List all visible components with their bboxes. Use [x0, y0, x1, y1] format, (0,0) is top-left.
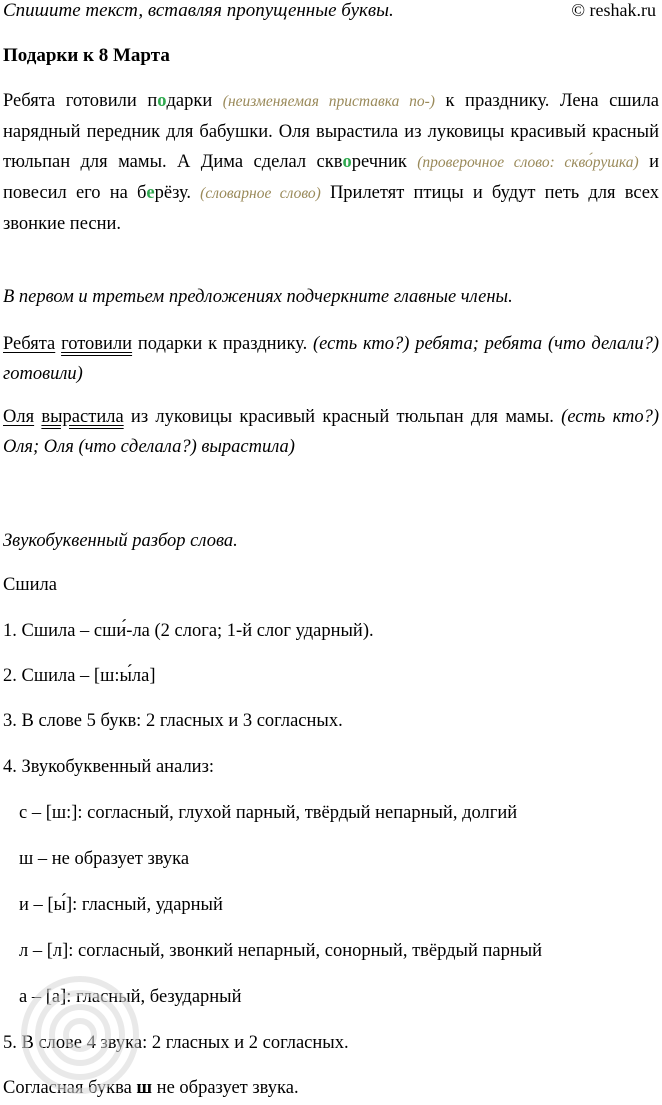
predicate-word: вырастила: [41, 407, 124, 427]
text-fragment: к празднику. Лена сшила нарядный передник для бабушки. Оля вырастила из луковицы красивый красный тюльпан для мамы. А Дима сделал скв: [3, 91, 659, 172]
step-sound-count: 5. В слове 4 звука: 2 гласных и 2 согласных.: [3, 1033, 349, 1053]
site-logo: © reshak.ru: [571, 0, 656, 20]
analyzed-word: Сшила: [3, 575, 57, 595]
task-underline-instruction: В первом и третьем предложениях подчеркните главные члены.: [3, 287, 513, 307]
rule-note: (словарное слово): [200, 185, 321, 202]
text-fragment: Ребята готовили п: [3, 91, 158, 111]
phonetic-heading: Звукобуквенный разбор слова.: [3, 531, 238, 551]
rule-note: (проверочное слово: скво́рушка): [417, 154, 639, 171]
sentence-3-analysis: [3, 402, 659, 462]
sound-item: а – [а]: гласный, безударный: [19, 987, 242, 1007]
sound-item: ш – не образует звука: [19, 849, 190, 869]
task-instruction: Спишите текст, вставляя пропущенные буквы.: [3, 0, 394, 21]
sentence-1-analysis: [3, 329, 659, 389]
text-fragment: рёзу.: [154, 183, 201, 203]
step-transcription: 2. Сшила – [ш:ы́ла]: [3, 666, 156, 686]
rule-note: (неизменяемая приставка по-): [222, 93, 435, 110]
step-syllables: 1. Сшила – сши́-ла (2 слога; 1-й слог ударный).: [3, 621, 374, 641]
grammar-analysis: (есть кто?) ребята; ребята (что делали?) готовили): [3, 334, 660, 384]
text-fragment: и повесил его на б: [3, 152, 660, 203]
bold-letter: ш: [136, 1078, 153, 1098]
step-letter-count: 3. В слове 5 букв: 2 гласных и 3 согласных.: [3, 711, 343, 731]
text-fragment: Согласная буква: [3, 1078, 137, 1098]
text-title: Подарки к 8 Марта: [3, 45, 170, 66]
predicate-word: готовили: [61, 334, 133, 354]
inserted-letter: о: [342, 152, 352, 172]
inserted-letter: о: [157, 91, 167, 111]
step-analysis-heading: 4. Звукобуквенный анализ:: [3, 757, 215, 777]
subject-word: Ребята: [3, 334, 56, 354]
text-fragment: Прилетят птицы и будут петь для всех звонкие песни.: [3, 183, 659, 234]
sentence-rest: из луковицы красивый красный тюльпан для мамы.: [123, 407, 562, 427]
sound-item: с – [ш:]: согласный, глухой парный, твёрдый непарный, долгий: [19, 803, 518, 823]
text-fragment: дарки: [166, 91, 223, 111]
watermark-logo-icon: [10, 935, 180, 1105]
text-fragment: речник: [351, 152, 418, 172]
text-fragment: не образует звука.: [152, 1078, 299, 1098]
sound-item: л – [л]: согласный, звонкий непарный, сонорный, твёрдый парный: [19, 941, 543, 961]
inserted-letter: е: [146, 183, 155, 203]
grammar-analysis: (есть кто?) Оля; Оля (что сделала?) вырастила): [3, 407, 659, 457]
subject-word: Оля: [3, 407, 35, 427]
sentence-rest: подарки к празднику.: [132, 334, 314, 354]
sound-item: и – [ы́]: гласный, ударный: [19, 895, 223, 915]
main-paragraph: [3, 86, 659, 239]
